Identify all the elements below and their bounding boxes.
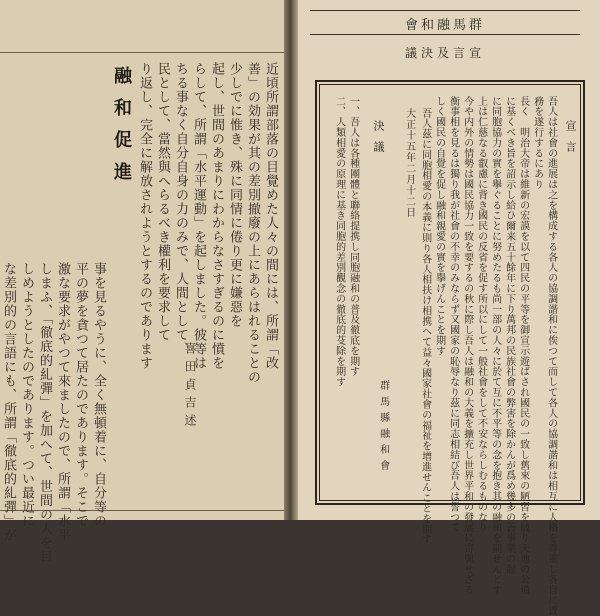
left-body-column: ちる事なく自分自身の力のみで、人間として、 [173,62,188,356]
sengen-column: 吾人茲に同胞相愛の本義に則り各人相扶け相携へて益々國家社會の福祉を增進せんことを期す [419,108,431,545]
sengen-column: 上は仁慈なる叡慮に背き國民の反省を促す所以にして一般社會をして不安ならしむるものなり [475,96,487,533]
sengen-column: に基くべき旨を詔示し給ひ爾来五十餘年に下り萬邦の民族社會の弊害を除かんが爲め幾多の善事業の起 [503,96,515,575]
ketsugi-title: 決議 [372,120,385,162]
section-heading: 議決及言宣 [404,46,485,60]
left-body-column: 事を見るやうに、全く無頓着に、自分等の [91,262,106,528]
header-rule-top [310,10,580,11]
sengen-column: 衡事相を見るは獨り我が社會の不幸のみならず又國家の恥辱なり茲に同志相結び吾人は誓つて [447,96,459,533]
left-body-column: 善」の効果が其の差別撤廢の上にあらはれることの [245,62,260,384]
ketsugi-item: 二、人類相愛の原理に基き同胞的差別觀念の徹底的芟除を期す [333,96,345,388]
sengen-column: しく國民の自覺を促し融和親愛の實を擧げんことを期す [433,96,445,356]
left-body-column: 起し、世間のあまりにわからなさすぎるのに憤を [209,62,224,370]
left-body-column: 近頃所謂部落の目覺めた人々の間には、所謂「改 [263,62,278,370]
sengen-title: 宣言 [564,120,577,162]
left-body-column: 少しでに惟き、殊に同情に倦り更に嫌惡を [227,62,242,328]
ketsugi-item: 一、吾人は各種團體と聯絡提携し同胞融和の普及徹底を期す [347,96,359,377]
left-page-top-rule [0,52,284,53]
left-body-column: な差別的の言語にも、所謂「徹底的糺彈」が [1,262,16,542]
left-body-column: しめようとしたのであります。つい最近に [19,262,34,528]
sengen-column: 長く 明治大帝は維新の宏謨を以て四民の平等を御宣示遊ばされ國民の一致し舊來の陋習を破り天地の公道 [517,96,529,596]
left-body-column: 民として、當然與へらるべき權利を要求して [155,62,170,342]
sengen-date: 大正十五年二月十二日 [403,108,415,218]
left-body-column: 平の夢を貪つて居たのであります。そこで [73,262,88,528]
page-header: 會和融馬群 [404,18,485,33]
header-rule-bottom [310,34,580,35]
sengen-column: 吾人は社會の進展は之を構成する各人の協調諧和に俟つて而して各人の協調諧和は相互に人格を尊重し各自に責 [545,96,557,616]
article-author: 喜田貞吉述 [183,342,197,432]
signature: 群馬縣融和會 [377,380,389,476]
left-body-column: しまふ、「徹底的糺彈」を加へて、世間の人を目 [37,262,52,564]
sengen-column: 今や内外の情勢は國民協力一致を要するの秋に際し吾人は融和の大義を擴充し世界平和の發展に寄與せざる [461,96,473,596]
left-body-column: らして、所謂「水平運動」を起しました。彼等は [191,62,206,370]
left-body-column: り返し、完全に解放されようとするのであります [137,62,152,370]
book-gutter [284,0,298,520]
sengen-column: 務を遂行するにあり [531,96,543,190]
article-title: 融和促進 [111,66,132,194]
sengen-column: に同胞協力の實を擧ぐることに努めたるも尚一部の人々に於て互に不平等の念を抱き其の融和を期せんとす [489,96,501,596]
left-body-column: 激な要求がやつて來ましたので、所謂「水平 [55,262,70,542]
